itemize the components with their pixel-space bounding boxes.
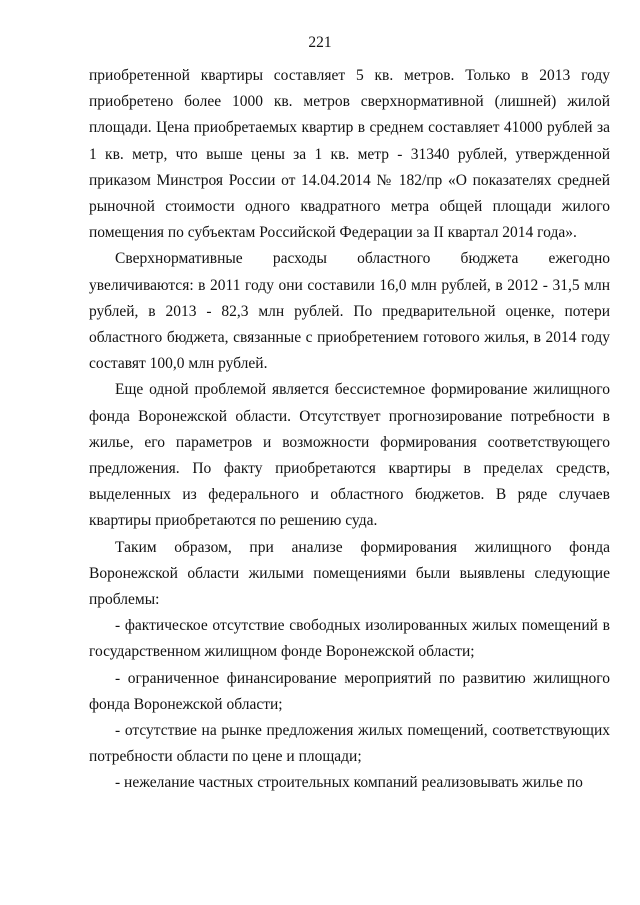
paragraph-2: Сверхнормативные расходы областного бюджета ежегодно увеличиваются: в 2011 году они составили 16,0 млн рублей, в 2012 - 31,5 млн рублей, в 2013 - 82,3 млн рублей. По предварительной оценке, потери областного бюджета, связанные с приобретением готового жилья, в 2014 году составят 100,0 млн рублей. xyxy=(89,250,610,373)
list-item-4: - нежелание частных строительных компаний реализовывать жилье по xyxy=(115,774,583,792)
list-item-1: - фактическое отсутствие свободных изолированных жилых помещений в государственном жилищном фонде Воронежской области; xyxy=(89,617,610,661)
list-item-2: - ограниченное финансирование мероприятий по развитию жилищного фонда Воронежской области; xyxy=(89,669,610,713)
document-body xyxy=(89,63,610,797)
paragraph-1: приобретенной квартиры составляет 5 кв. метров. Только в 2013 году приобретено более 1000 кв. метров сверхнормативной (лишней) жилой площади. Цена приобретаемых квартир в среднем составляет 41000 рублей за 1 кв. метр, что выше цены за 1 кв. метр - 31340 рублей, утвержденной приказом Минстроя России от 14.04.2014 № 182/пр «О показателях средней рыночной стоимости одного квадратного метра общей площади жилого помещения по субъектам Российской Федерации за II квартал 2014 года». xyxy=(89,67,610,242)
page-number: 221 xyxy=(308,34,332,51)
list-item-3: - отсутствие на рынке предложения жилых помещений, соответствующих потребности области по цене и площади; xyxy=(89,722,610,766)
paragraph-3: Еще одной проблемой является бессистемное формирование жилищного фонда Воронежской области. Отсутствует прогнозирование потребности в жилье, его параметров и возможности формирования соответствующего предложения. По факту приобретаются квартиры в пределах средств, выделенных из федерального и областного бюджетов. В ряде случаев квартиры приобретаются по решению суда. xyxy=(89,381,610,530)
paragraph-4: Таким образом, при анализе формирования жилищного фонда Воронежской области жилыми помещениями были выявлены следующие проблемы: xyxy=(89,538,610,609)
